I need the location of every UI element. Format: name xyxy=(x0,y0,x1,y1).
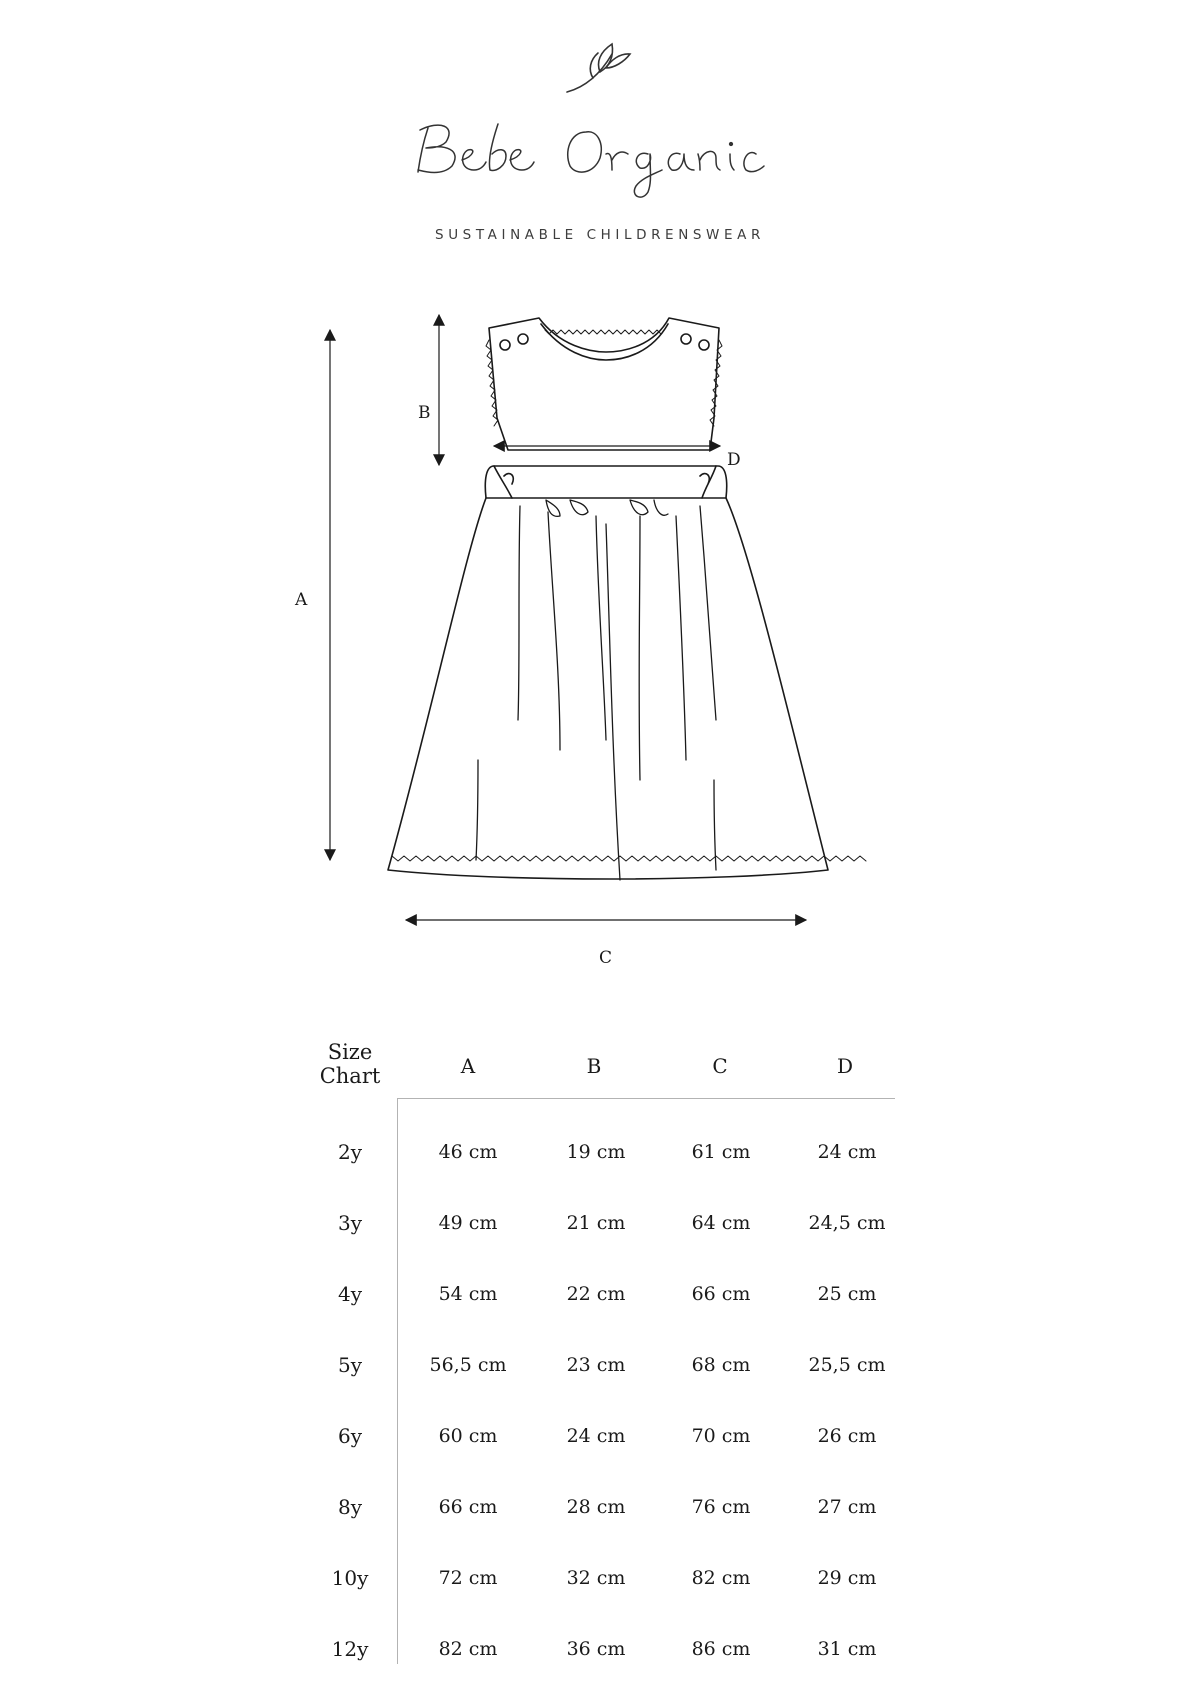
measure-b-cell: 22 cm xyxy=(566,1283,626,1305)
measure-b-cell: 19 cm xyxy=(566,1141,626,1163)
size-cell: 10y xyxy=(331,1566,369,1590)
leaf-sprig-icon xyxy=(567,44,630,92)
measure-a-cell: 49 cm xyxy=(438,1212,498,1234)
brand-wordmark xyxy=(418,124,764,197)
measure-a-cell: 72 cm xyxy=(438,1567,498,1589)
brand-tagline: SUSTAINABLE CHILDRENSWEAR xyxy=(435,227,765,243)
measure-b-cell: 21 cm xyxy=(566,1212,626,1234)
hem-trim xyxy=(392,856,866,861)
waistband xyxy=(485,466,726,498)
neckline-trim xyxy=(545,330,661,334)
measure-d-cell: 24 cm xyxy=(817,1141,877,1163)
measure-d-cell: 25,5 cm xyxy=(808,1354,886,1376)
measure-a-cell: 66 cm xyxy=(438,1496,498,1518)
table-row xyxy=(300,1416,900,1456)
brand-header xyxy=(0,20,1200,243)
measure-c-cell: 64 cm xyxy=(691,1212,751,1234)
measure-a-cell: 60 cm xyxy=(438,1425,498,1447)
table-row xyxy=(300,1345,900,1385)
measure-b-cell: 28 cm xyxy=(566,1496,626,1518)
measure-a-cell: 56,5 cm xyxy=(429,1354,507,1376)
measure-d-cell: 26 cm xyxy=(817,1425,877,1447)
measure-c-cell: 76 cm xyxy=(691,1496,751,1518)
table-row xyxy=(300,1203,900,1243)
size-cell: 3y xyxy=(337,1211,363,1235)
column-header-b: B xyxy=(586,1054,602,1078)
table-row xyxy=(300,1274,900,1314)
measure-b-cell: 23 cm xyxy=(566,1354,626,1376)
skirt-outline xyxy=(388,498,828,879)
size-cell: 5y xyxy=(337,1353,363,1377)
size-chart-title xyxy=(300,1040,400,1088)
measure-b-cell: 32 cm xyxy=(566,1567,626,1589)
column-header-d: D xyxy=(836,1054,854,1078)
table-row xyxy=(300,1132,900,1172)
measure-d-cell: 27 cm xyxy=(817,1496,877,1518)
table-row xyxy=(300,1487,900,1527)
measure-b-cell: 36 cm xyxy=(566,1638,626,1660)
size-cell: 4y xyxy=(337,1282,363,1306)
column-header-a: A xyxy=(460,1054,476,1078)
table-row xyxy=(300,1558,900,1598)
measure-b-cell: 24 cm xyxy=(566,1425,626,1447)
measure-c-cell: 66 cm xyxy=(691,1283,751,1305)
size-cell: 8y xyxy=(337,1495,363,1519)
table-row xyxy=(300,1629,900,1669)
measure-d-label: D xyxy=(727,450,741,470)
garment-diagram xyxy=(0,300,1200,980)
size-chart-table xyxy=(300,1040,900,1676)
size-cell: 6y xyxy=(337,1424,363,1448)
column-header-c: C xyxy=(712,1054,728,1078)
measure-d-cell: 25 cm xyxy=(817,1283,877,1305)
measure-c-cell: 82 cm xyxy=(691,1567,751,1589)
size-chart-title-line1: Size xyxy=(327,1040,373,1064)
measure-a-cell: 82 cm xyxy=(438,1638,498,1660)
measure-d-cell: 29 cm xyxy=(817,1567,877,1589)
measure-c-cell: 61 cm xyxy=(691,1141,751,1163)
header-divider xyxy=(397,1098,895,1099)
brand-logo xyxy=(0,20,1200,220)
size-cell: 12y xyxy=(331,1637,369,1661)
measure-b-label: B xyxy=(418,403,431,423)
measure-c-cell: 68 cm xyxy=(691,1354,751,1376)
size-cell: 2y xyxy=(337,1140,363,1164)
measure-d-cell: 31 cm xyxy=(817,1638,877,1660)
size-chart-title-line2: Chart xyxy=(319,1064,381,1088)
measure-d-cell: 24,5 cm xyxy=(808,1212,886,1234)
measure-a-label: A xyxy=(295,590,308,610)
measure-a-cell: 54 cm xyxy=(438,1283,498,1305)
measure-c-label: C xyxy=(599,948,613,968)
measure-c-cell: 70 cm xyxy=(691,1425,751,1447)
measure-c-cell: 86 cm xyxy=(691,1638,751,1660)
measure-a-cell: 46 cm xyxy=(438,1141,498,1163)
pinafore-dress-illustration xyxy=(0,300,1200,980)
bodice-outline xyxy=(489,318,719,450)
